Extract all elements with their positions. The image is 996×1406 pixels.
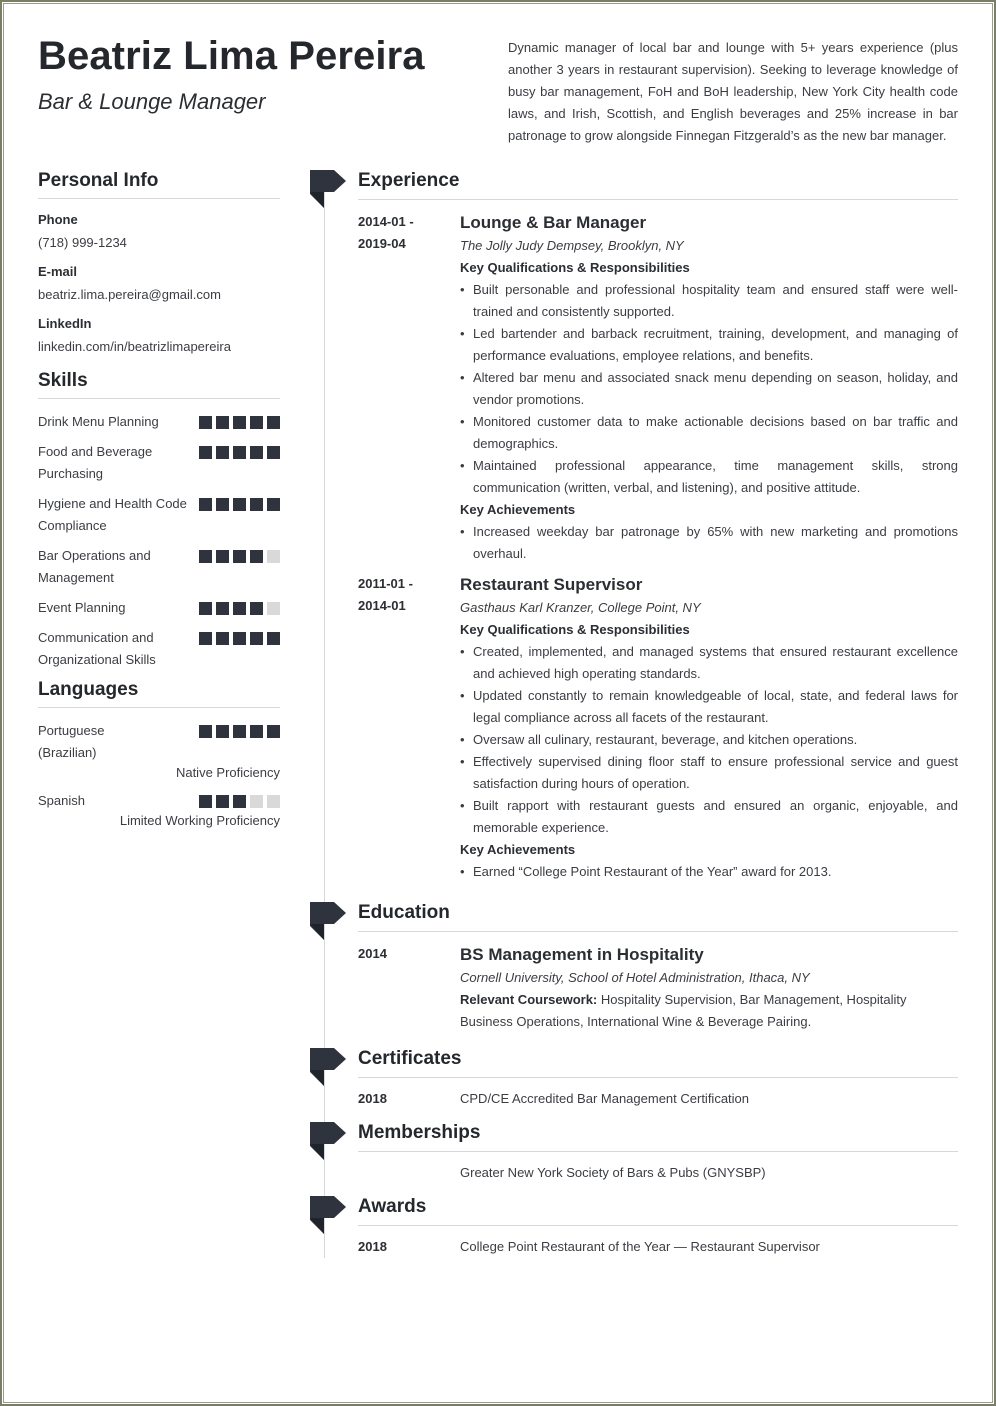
rating-dot-filled — [199, 602, 212, 615]
rating-dot-filled — [199, 416, 212, 429]
rating-dot-filled — [216, 795, 229, 808]
award-entry — [358, 1236, 958, 1258]
achievements-list — [460, 521, 958, 565]
language-name: Portuguese (Brazilian) — [38, 723, 105, 760]
coursework — [460, 989, 958, 1033]
rating-dot-filled — [233, 446, 246, 459]
rating-dot-filled — [250, 498, 263, 511]
job-title: Restaurant Supervisor — [460, 575, 643, 594]
membership-entry — [358, 1162, 958, 1184]
rating-dot-filled — [216, 446, 229, 459]
rating-dot-filled — [199, 725, 212, 738]
rating-dot-filled — [250, 602, 263, 615]
personal-info-section — [38, 170, 280, 356]
rating-dot-filled — [199, 446, 212, 459]
rating-dot-empty — [267, 602, 280, 615]
achievement-item: • Increased weekday bar patronage by 65% with new marketing and promotions overhaul. — [460, 521, 958, 565]
rating-dots — [199, 550, 280, 563]
degree-title: BS Management in Hospitality — [460, 945, 704, 964]
responsibilities-heading: Key Qualifications & Responsibilities — [460, 622, 690, 637]
education-entry — [358, 943, 958, 1033]
rating-dots — [199, 498, 280, 511]
rating-dot-filled — [267, 416, 280, 429]
achievement-item: • Earned “College Point Restaurant of the Year” award for 2013. — [460, 861, 958, 883]
rating-dots — [199, 795, 280, 808]
responsibility-item: • Effectively supervised dining floor staff to ensure professional service and guest satisfaction during hours of operation. — [460, 751, 958, 795]
section-title: Certificates — [358, 1048, 958, 1078]
section-title: Awards — [358, 1196, 958, 1226]
achievements-list — [460, 861, 958, 883]
language-item — [38, 720, 280, 782]
membership-text: Greater New York Society of Bars & Pubs (GNYSBP) — [460, 1165, 766, 1180]
skill-name: Hygiene and Health Code Compliance — [38, 496, 187, 533]
section-flag-icon — [310, 1196, 346, 1234]
section-flag-icon — [310, 1048, 346, 1086]
rating-dot-empty — [250, 795, 263, 808]
rating-dots — [199, 446, 280, 459]
responsibilities-heading: Key Qualifications & Responsibilities — [460, 260, 690, 275]
rating-dot-filled — [233, 795, 246, 808]
coursework-text: Hospitality Supervision, Bar Management, Hospitality Business Operations, International Wine & Beverage Pairing. — [460, 992, 907, 1029]
job-date-end: 2014-01 — [358, 598, 406, 613]
responsibility-item: • Altered bar menu and associated snack menu depending on season, holiday, and vendor promotions. — [460, 367, 958, 411]
section-title: Memberships — [358, 1122, 958, 1152]
left-column — [38, 170, 280, 838]
email-value[interactable]: beatriz.lima.pereira@gmail.com — [38, 287, 221, 302]
rating-dots — [199, 632, 280, 645]
responsibility-item: • Created, implemented, and managed systems that ensured restaurant excellence and achieved high operating standards. — [460, 641, 958, 685]
linkedin-label: LinkedIn — [38, 316, 92, 331]
section-title: Skills — [38, 370, 280, 399]
job-employer: The Jolly Judy Dempsey, Brooklyn, NY — [460, 238, 684, 253]
job-date-end: 2019-04 — [358, 236, 406, 251]
rating-dot-filled — [199, 795, 212, 808]
education-date: 2014 — [358, 946, 387, 961]
phone-value: (718) 999-1234 — [38, 235, 127, 250]
responsibility-item: • Oversaw all culinary, restaurant, beverage, and kitchen operations. — [460, 729, 958, 751]
responsibilities-list — [460, 279, 958, 499]
responsibility-item: • Updated constantly to remain knowledgeable of local, state, and federal laws for legal compliance across all facets of the restaurant. — [460, 685, 958, 729]
languages-section — [38, 679, 280, 830]
rating-dot-filled — [267, 498, 280, 511]
phone-label: Phone — [38, 212, 78, 227]
skill-row — [38, 441, 280, 485]
section-flag-icon — [310, 170, 346, 208]
rating-dot-filled — [250, 632, 263, 645]
rating-dot-filled — [250, 416, 263, 429]
language-row — [38, 720, 280, 764]
section-title: Education — [358, 902, 958, 932]
language-proficiency: Limited Working Proficiency — [119, 813, 280, 828]
rating-dot-filled — [267, 725, 280, 738]
achievements-heading: Key Achievements — [460, 502, 576, 517]
rating-dot-filled — [250, 725, 263, 738]
language-row — [38, 790, 280, 812]
timeline-line — [324, 190, 325, 1258]
rating-dot-filled — [216, 416, 229, 429]
skills-section — [38, 370, 280, 671]
school-name: Cornell University, School of Hotel Administration, Ithaca, NY — [460, 970, 810, 985]
rating-dot-filled — [199, 632, 212, 645]
skill-row — [38, 545, 280, 589]
job-employer: Gasthaus Karl Kranzer, College Point, NY — [460, 600, 701, 615]
candidate-name: Beatriz Lima Pereira — [38, 34, 425, 78]
rating-dot-filled — [233, 725, 246, 738]
job-entry — [358, 211, 958, 565]
section-flag-icon — [310, 1122, 346, 1160]
certificate-text: CPD/CE Accredited Bar Management Certification — [460, 1091, 750, 1106]
section-title: Experience — [358, 170, 958, 200]
certificate-date: 2018 — [358, 1091, 387, 1106]
rating-dot-filled — [216, 632, 229, 645]
rating-dot-filled — [199, 498, 212, 511]
skill-row — [38, 493, 280, 537]
rating-dot-filled — [250, 446, 263, 459]
rating-dot-empty — [267, 795, 280, 808]
job-dates — [358, 211, 460, 565]
language-item — [38, 790, 280, 830]
skill-name: Food and Beverage Purchasing — [38, 444, 153, 481]
summary-paragraph: Dynamic manager of local bar and lounge with 5+ years experience (plus another 3 years in restaurant supervision). Seeking to leverage knowledge of busy bar management, FoH and BoH leadership, New York City health code laws, and Irish, Scottish, and English beverages and 25% increase in bar patronage to grow alongside Finnegan Fitzgerald’s as the new bar manager. — [508, 40, 958, 143]
responsibility-item: • Built personable and professional hospitality team and ensured staff were well-trained and consistently supported. — [460, 279, 958, 323]
award-text: College Point Restaurant of the Year — Restaurant Supervisor — [460, 1239, 820, 1254]
memberships-section — [358, 1122, 958, 1184]
rating-dot-filled — [267, 632, 280, 645]
rating-dot-filled — [233, 602, 246, 615]
linkedin-value[interactable]: linkedin.com/in/beatrizlimapereira — [38, 339, 231, 354]
section-flag-icon — [310, 902, 346, 940]
achievements-heading: Key Achievements — [460, 842, 576, 857]
job-dates — [358, 573, 460, 883]
job-date-start: 2011-01 - — [358, 576, 413, 591]
responsibility-item: • Maintained professional appearance, time management skills, strong communication (written, verbal, and listening), and positive attitude. — [460, 455, 958, 499]
language-name: Spanish — [38, 793, 85, 808]
rating-dot-filled — [233, 632, 246, 645]
coursework-label: Relevant Coursework: — [460, 992, 598, 1007]
candidate-role: Bar & Lounge Manager — [38, 89, 266, 114]
languages-list — [38, 720, 280, 830]
responsibility-item: • Led bartender and barback recruitment, training, development, and managing of performance evaluations, employee relations, and benefits. — [460, 323, 958, 367]
skill-row — [38, 627, 280, 671]
skill-row — [38, 411, 280, 433]
email-label: E-mail — [38, 264, 78, 279]
rating-dot-filled — [216, 602, 229, 615]
job-date-start: 2014-01 - — [358, 214, 414, 229]
skills-list — [38, 411, 280, 671]
responsibilities-list — [460, 641, 958, 839]
rating-dot-empty — [267, 550, 280, 563]
rating-dot-filled — [267, 446, 280, 459]
award-date: 2018 — [358, 1239, 387, 1254]
certificate-entry — [358, 1088, 958, 1110]
rating-dots — [199, 725, 280, 738]
skill-name: Event Planning — [38, 600, 126, 615]
jobs-list — [358, 211, 958, 883]
awards-section — [358, 1196, 958, 1258]
job-body — [460, 573, 958, 883]
section-title: Personal Info — [38, 170, 280, 199]
certificates-section — [358, 1048, 958, 1110]
responsibility-item: • Built rapport with restaurant guests and ensured an organic, enjoyable, and memorable experience. — [460, 795, 958, 839]
education-section — [358, 902, 958, 1033]
skill-row — [38, 597, 280, 619]
rating-dot-filled — [216, 498, 229, 511]
job-body — [460, 211, 958, 565]
education-body — [460, 943, 958, 1033]
rating-dot-filled — [233, 416, 246, 429]
responsibility-item: • Monitored customer data to make actionable decisions based on bar traffic and demographics. — [460, 411, 958, 455]
rating-dot-filled — [216, 550, 229, 563]
experience-section — [358, 170, 958, 883]
membership-date — [358, 1162, 460, 1184]
skill-name: Communication and Organizational Skills — [38, 630, 156, 667]
skill-name: Bar Operations and Management — [38, 548, 151, 585]
job-entry — [358, 573, 958, 883]
rating-dot-filled — [216, 725, 229, 738]
section-title: Languages — [38, 679, 280, 708]
rating-dot-filled — [233, 550, 246, 563]
rating-dots — [199, 602, 280, 615]
rating-dot-filled — [233, 498, 246, 511]
skill-name: Drink Menu Planning — [38, 414, 159, 429]
rating-dots — [199, 416, 280, 429]
job-title: Lounge & Bar Manager — [460, 213, 647, 232]
language-proficiency: Native Proficiency — [175, 765, 280, 780]
rating-dot-filled — [250, 550, 263, 563]
rating-dot-filled — [199, 550, 212, 563]
